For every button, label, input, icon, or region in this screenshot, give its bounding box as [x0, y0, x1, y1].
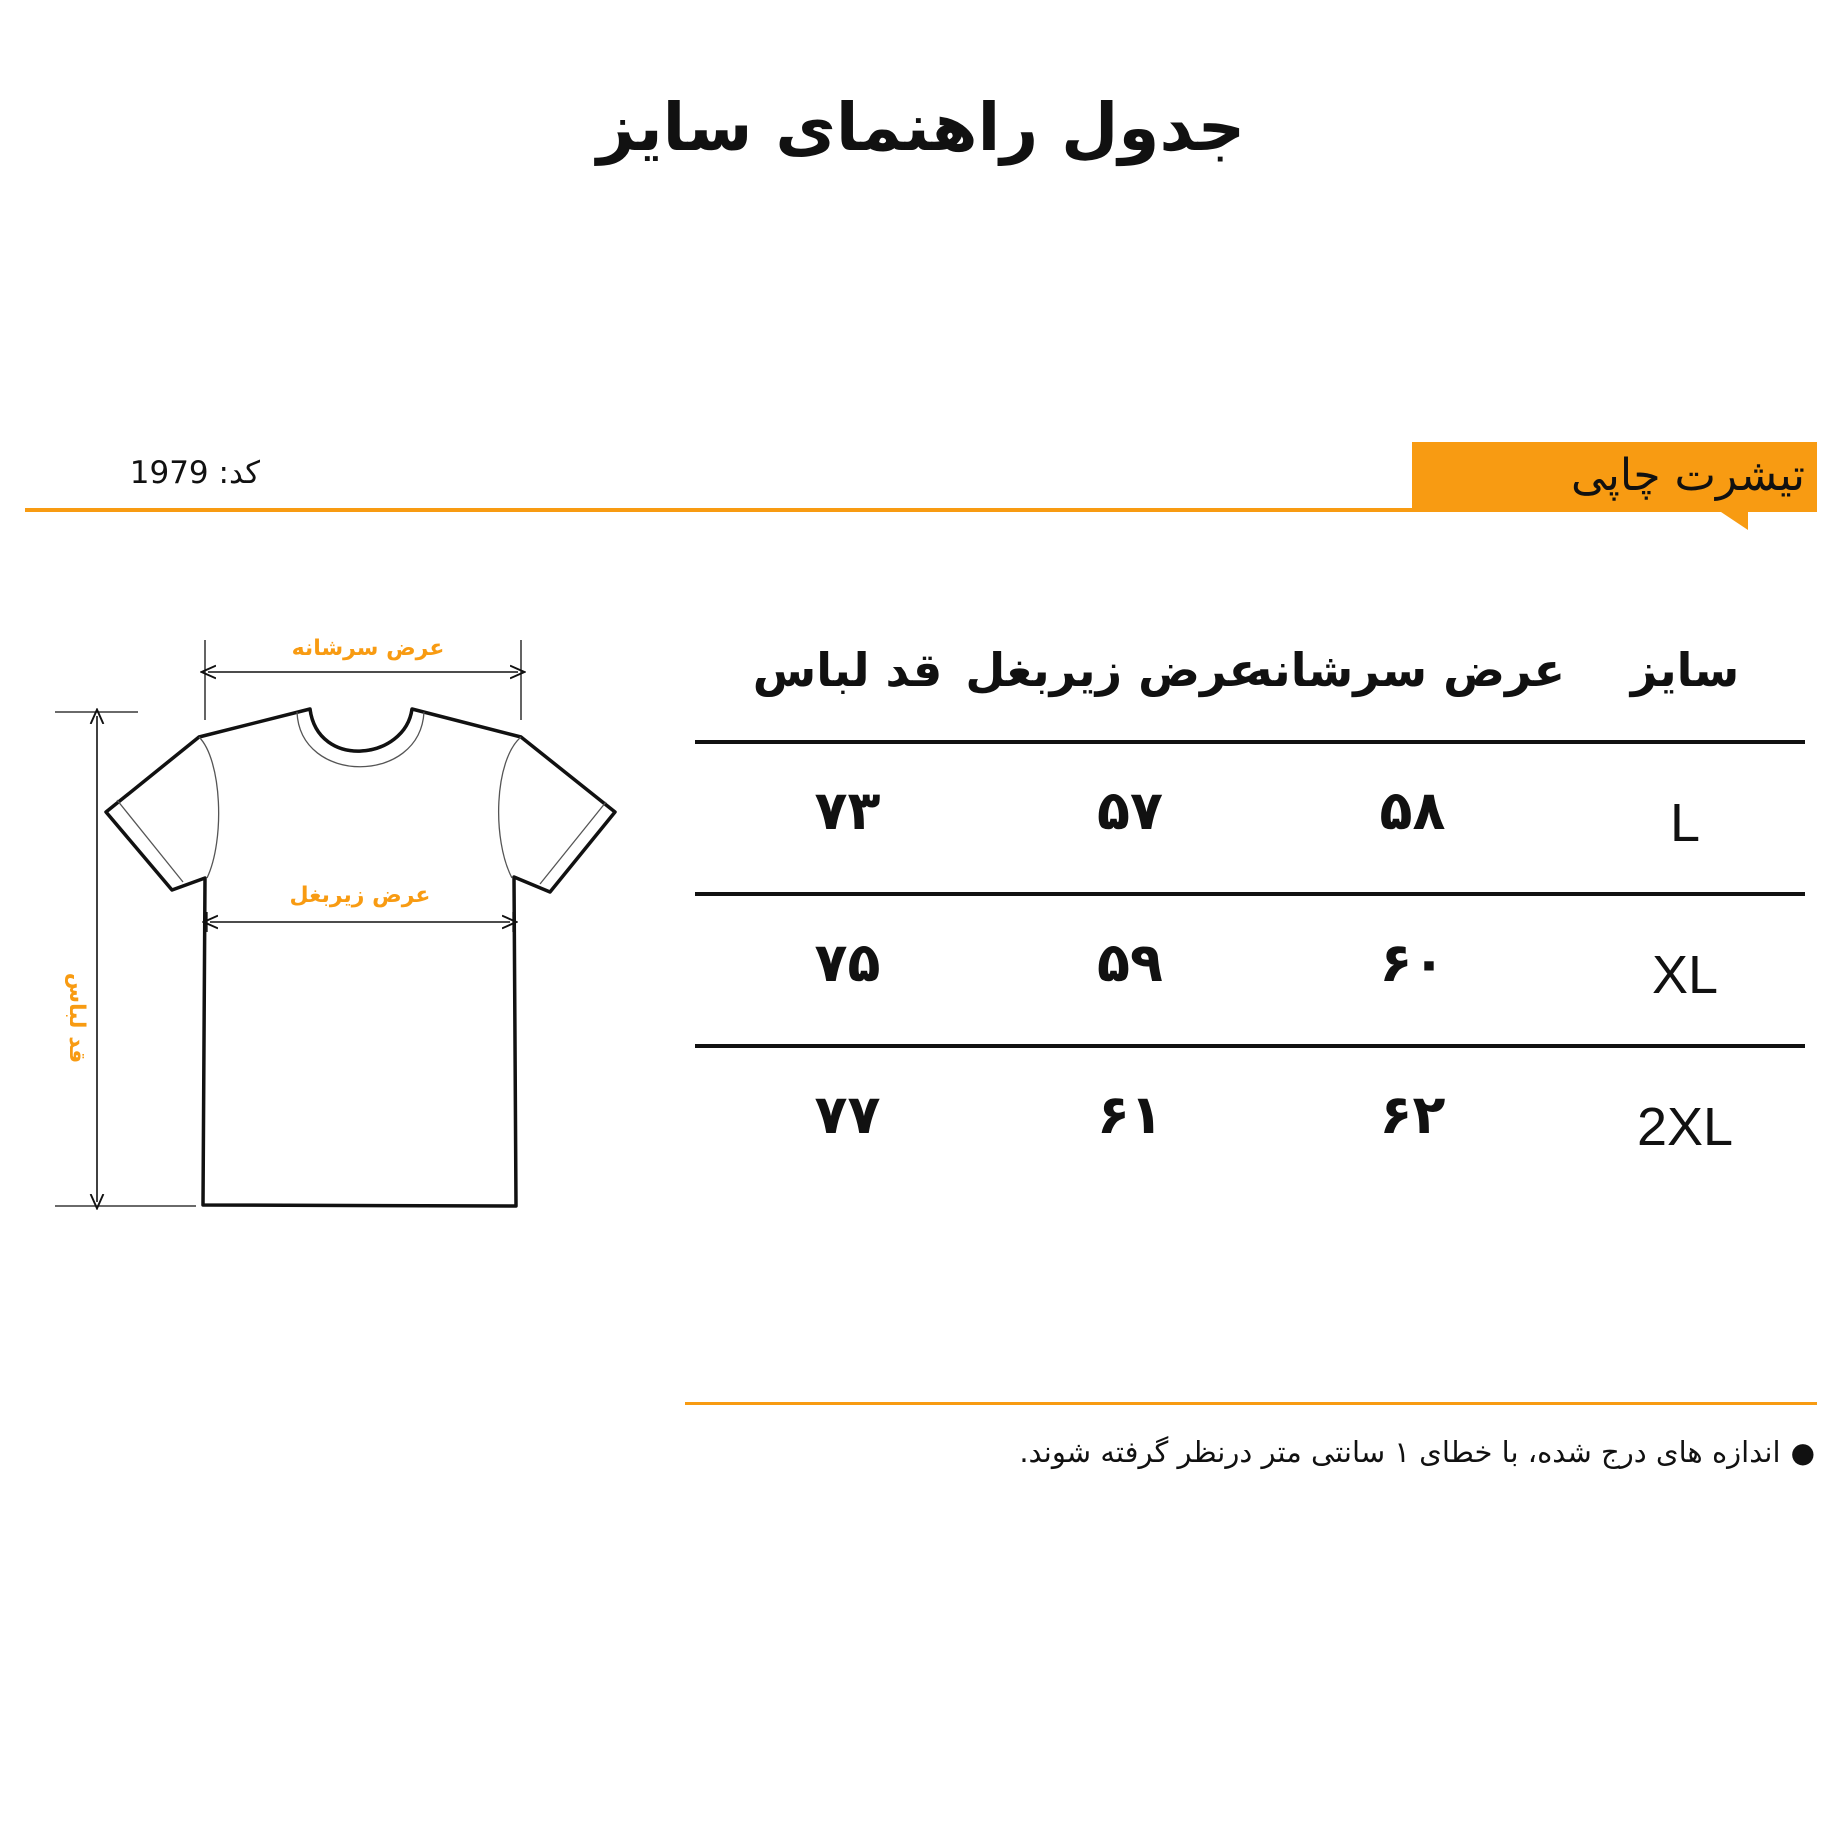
header-chest-width: عرض زیربغل [965, 643, 1260, 697]
product-tag-label: تیشرت چاپی [1571, 450, 1805, 501]
page-title: جدول راهنمای سایز [596, 89, 1246, 166]
cell-chest-width: ۵۹ [1097, 931, 1163, 994]
table-row [695, 1044, 1805, 1196]
table-row [695, 892, 1805, 1044]
cell-length: ۷۷ [814, 1083, 881, 1146]
length-label: قد لباس [64, 972, 89, 1064]
cell-shoulder-width: ۶۰ [1379, 931, 1446, 994]
cell-size: L [1669, 793, 1701, 853]
measurement-note [900, 1435, 1815, 1469]
size-table [695, 620, 1805, 1196]
table-row [695, 740, 1805, 892]
table-header-row [695, 620, 1805, 740]
bullet-icon: ● [1790, 1436, 1815, 1469]
product-tag-tail [1718, 510, 1748, 530]
header-shoulder-width: عرض سرشانه [1245, 643, 1565, 697]
footer-divider [685, 1402, 1817, 1405]
cell-length: ۷۵ [814, 931, 881, 994]
cell-size: XL [1651, 945, 1719, 1005]
cell-shoulder-width: ۵۸ [1379, 779, 1446, 842]
cell-shoulder-width: ۶۲ [1379, 1083, 1446, 1146]
tshirt-outline [106, 709, 615, 1206]
cell-length: ۷۳ [814, 779, 881, 842]
cell-chest-width: ۶۱ [1097, 1083, 1163, 1146]
chest-width-label: عرض زیربغل [289, 883, 431, 908]
cell-size: 2XL [1636, 1097, 1734, 1157]
shoulder-width-label: عرض سرشانه [291, 636, 445, 661]
product-code: کد: 1979 [129, 455, 260, 491]
header-length: قد لباس [752, 643, 943, 697]
note-text: اندازه های درج شده، با خطای ۱ سانتی متر درنظر گرفته شوند. [1019, 1435, 1781, 1469]
header-size: سایز [1630, 643, 1740, 697]
cell-chest-width: ۵۷ [1097, 779, 1163, 842]
tshirt-measurement-illustration [0, 0, 640, 1250]
